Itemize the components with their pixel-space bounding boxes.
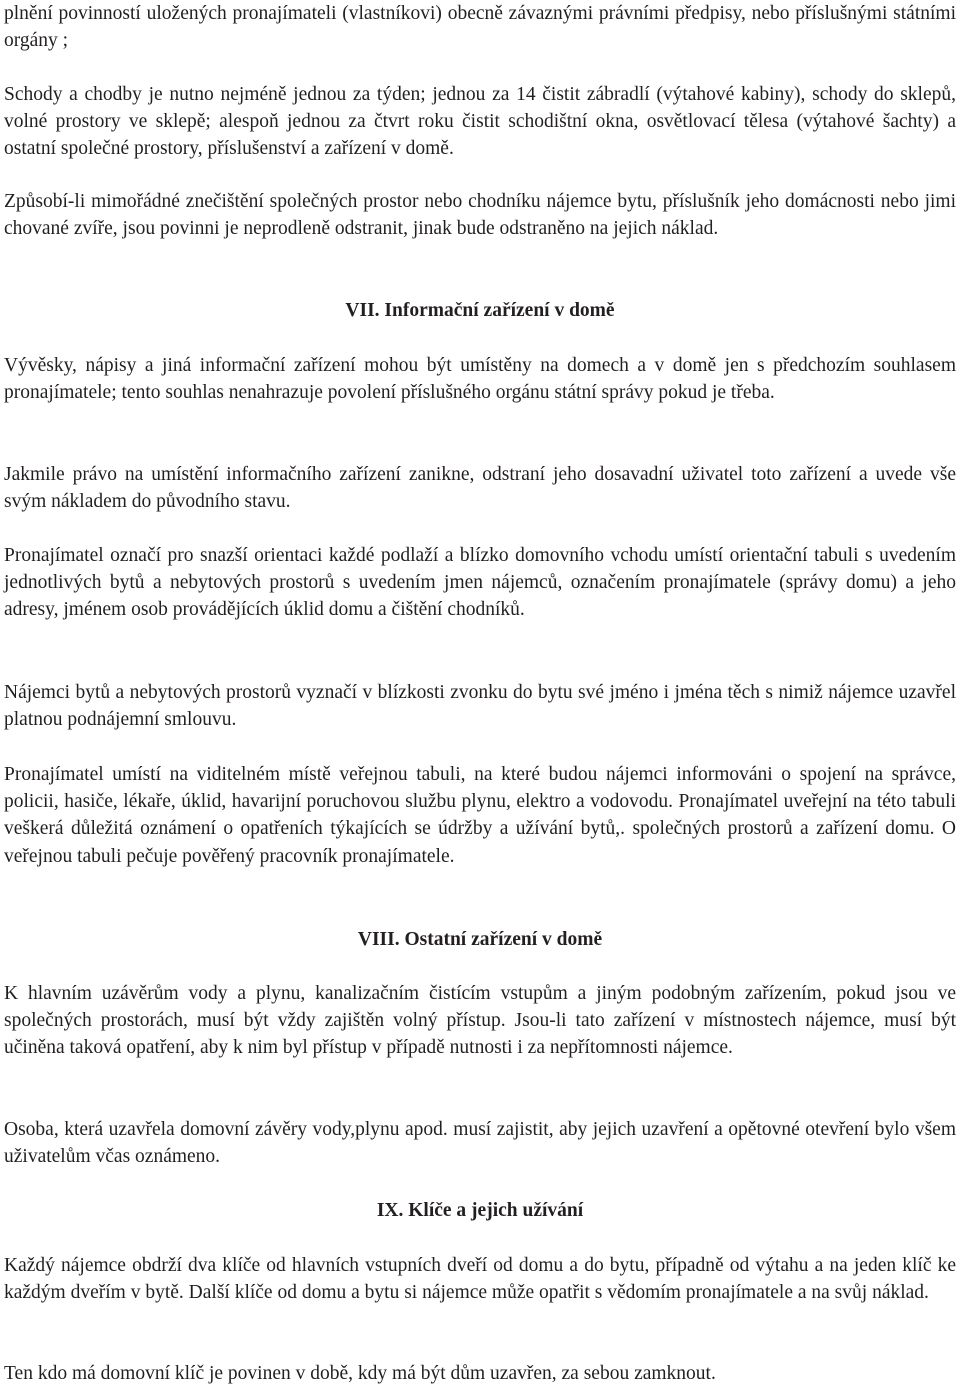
paragraph-orientation-board: Pronajímatel označí pro snazší orientaci každé podlaží a blízko domovního vchodu umístí orientační tabuli s uvedením jednotlivých bytů a nebytových prostorů s uvedením jmen nájemců, označením pronajímatele (správy domu) a jeho adresy, jménem osob provádějících úklid domu a čištění chodníků. bbox=[4, 545, 956, 621]
paragraph-cleaning-schedule: Schody a chodby je nutno nejméně jednou za týden; jednou za 14 čistit zábradlí (výtahové kabiny), schody do sklepů, volné prostory ve sklepě; alespoň jednou za čtvrt roku čistit schodištní okna, osvětlovací tělesa (výtahové šachty) a ostatní společné prostory, příslušenství a zařízení v domě. bbox=[4, 84, 956, 160]
paragraph-removal-of-devices: Jakmile právo na umístění informačního zařízení zanikne, odstraní jeho dosavadní uživatel toto zařízení a uvede vše svým nákladem do původního stavu. bbox=[4, 464, 956, 513]
paragraph-locking-duty: Ten kdo má domovní klíč je povinen v době, kdy má být dům uzavřen, za sebou zamknout. bbox=[4, 1363, 716, 1384]
paragraph-key-distribution: Každý nájemce obdrží dva klíče od hlavních vstupních dveří od domu a do bytu, případně od výtahu a na jeden klíč ke každým dveřím v bytě. Další klíče od domu a bytu si nájemce může opatřit s vědomím pronajímatele a na svůj náklad. bbox=[4, 1255, 956, 1304]
paragraph-main-valves-access: K hlavním uzávěrům vody a plynu, kanalizačním čistícím vstupům a jiným podobným zařízením, pokud jsou ve společných prostorách, musí být vždy zajištěn volný přístup. Jsou-li tato zařízení v místnostech nájemce, musí být učiněna taková opatření, aby k nim byl přístup v případě nutnosti i za nepřítomnosti nájemce. bbox=[4, 983, 956, 1059]
paragraph-valve-closure-notice: Osoba, která uzavřela domovní závěry vody,plynu apod. musí zajistit, aby jejich uzavření a opětovné otevření bylo všem uživatelům včas oznámeno. bbox=[4, 1119, 956, 1168]
section-heading-other-devices: VIII. Ostatní zařízení v domě bbox=[357, 929, 603, 950]
paragraph-doorbell-names: Nájemci bytů a nebytových prostorů vyznačí v blízkosti zvonku do bytu své jméno i jména těch s nimiž nájemce uzavřel platnou podnájemní smlouvu. bbox=[4, 682, 956, 731]
section-heading-keys: IX. Klíče a jejich užívání bbox=[376, 1200, 584, 1221]
paragraph-landlord-duties: plnění povinností uložených pronajímateli (vlastníkovi) obecně závaznými právními předpisy, nebo příslušnými státními orgány ; bbox=[4, 3, 956, 52]
section-heading-information-devices: VII. Informační zařízení v domě bbox=[345, 300, 615, 321]
paragraph-signs-consent: Vývěsky, nápisy a jiná informační zařízení mohou být umístěny na domech a v domě jen s předchozím souhlasem pronajímatele; tento souhlas nenahrazuje povolení příslušného orgánu státní správy pokud je třeba. bbox=[4, 355, 956, 404]
paragraph-public-notice-board: Pronajímatel umístí na viditelném místě veřejnou tabuli, na které budou nájemci informováni o spojení na správce, policii, hasiče, lékaře, úklid, havarijní poruchovou službu plynu, elektro a vodovodu. Pronajímatel uveřejní na této tabuli veškerá důležitá oznámení o opatřeních týkajících se údržby a užívání bytů,. společných prostorů a zařízení domu. O veřejnou tabuli pečuje pověřený pracovník pronajímatele. bbox=[4, 764, 956, 867]
paragraph-extraordinary-soiling: Způsobí-li mimořádné znečištění společných prostor nebo chodníku nájemce bytu, příslušník jeho domácnosti nebo jimi chované zvíře, jsou povinni je neprodleně odstranit, jinak bude odstraněno na jejich náklad. bbox=[4, 191, 956, 240]
